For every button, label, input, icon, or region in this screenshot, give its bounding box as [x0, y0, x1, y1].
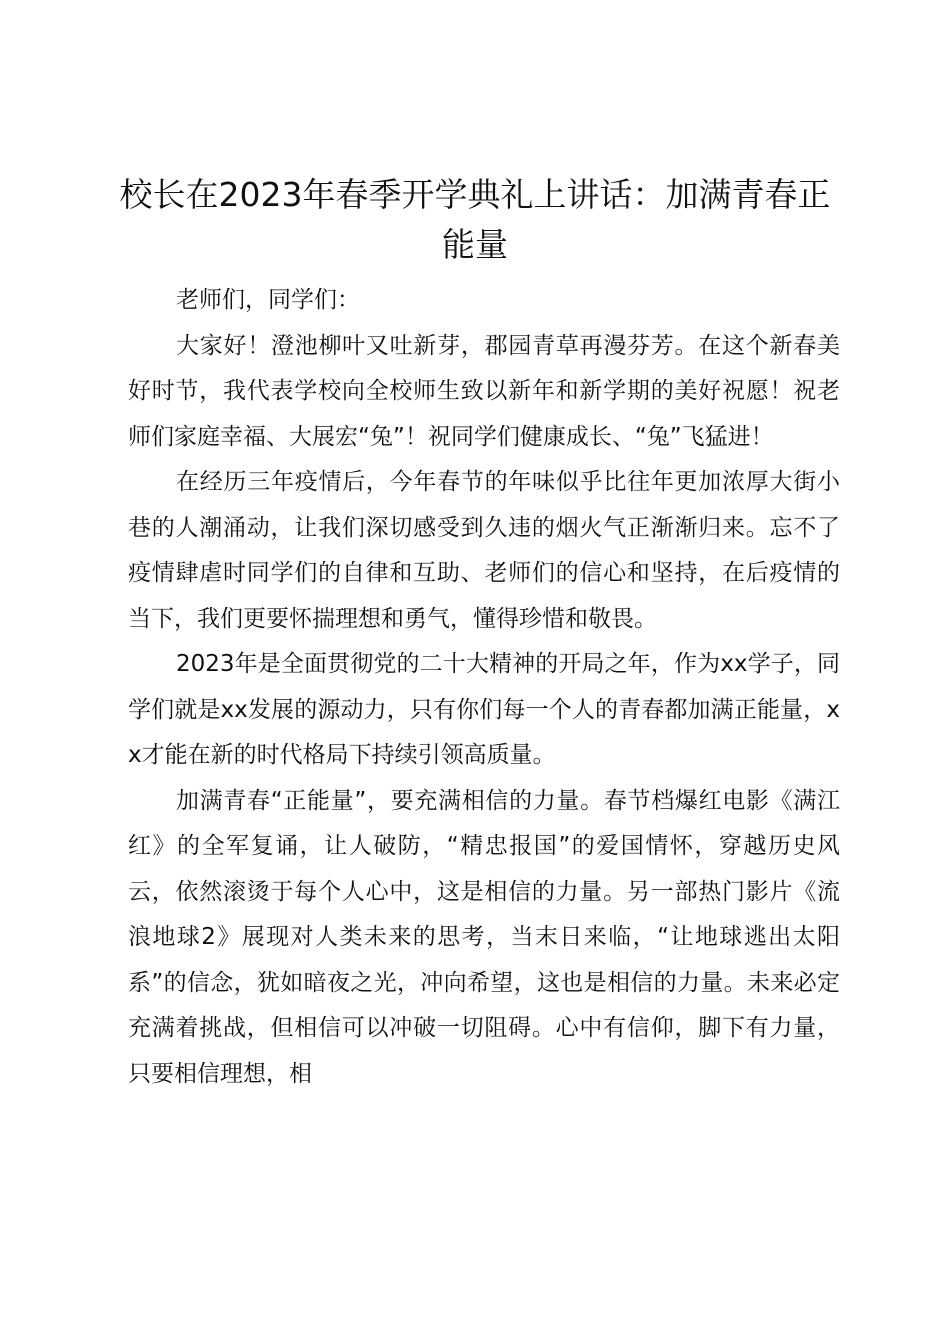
page-title: 校长在2023年春季开学典礼上讲话：加满青春正能量 — [119, 175, 831, 264]
paragraph-power-of-belief: 加满青春“正能量”，要充满相信的力量。春节档爆红电影《满江红》的全军复诵，让人破防，“精忠报国”的爱国情怀，穿越历史风云，依然滚烫于每个人心中，这是相信的力量。另一部热门影片《流浪地球2》展现对人类未来的思考，当末日来临，“让地球逃出太阳系”的信念，犹如暗夜之光，冲向希望，这也是相信的力量。未来必定充满着挑战，但相信可以冲破一切阻碍。心中有信仰，脚下有力量，只要相信理想，相 — [128, 787, 840, 1087]
document-body — [128, 278, 840, 1097]
paragraph-2023-start: 2023年是全面贯彻党的二十大精神的开局之年，作为xx学子，同学们就是xx发展的源动力，只有你们每一个人的青春都加满正能量，xx才能在新的时代格局下持续引领高质量。 — [128, 651, 840, 768]
paragraph-greeting: 大家好！澄池柳叶又吐新芽，郡园青草再漫芬芳。在这个新春美好时节，我代表学校向全校师生致以新年和新学期的美好祝愿！祝老师们家庭幸福、大展宏“兔”！祝同学们健康成长、“兔”飞猛进！ — [128, 332, 840, 450]
paragraph-post-pandemic: 在经历三年疫情后，今年春节的年味似乎比往年更加浓厚大街小巷的人潮涌动，让我们深切感受到久违的烟火气正渐渐归来。忘不了疫情肆虐时同学们的自律和互助、老师们的信心和坚持，在后疫情的当下，我们更要怀揣理想和勇气，懂得珍惜和敬畏。 — [128, 469, 840, 632]
paragraph-salutation: 老师们，同学们： — [176, 287, 360, 313]
